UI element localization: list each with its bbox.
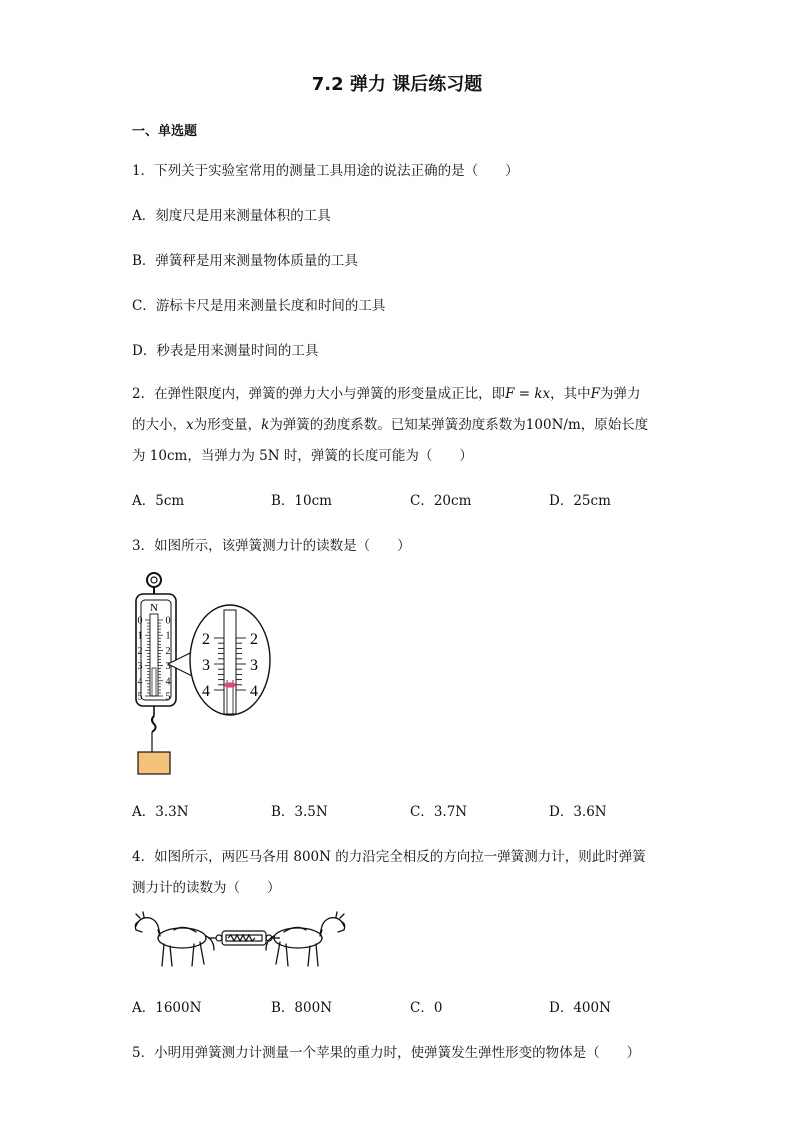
pointer-mark [224,682,236,687]
left-horse-icon [135,912,214,966]
zoom-label: 3 [250,657,258,674]
question-2-text: 为形变量， [193,417,262,433]
question-2-option-d: D．25cm [549,493,611,509]
question-1-option-b: B．弹簧秤是用来测量物体质量的工具 [132,253,358,269]
spring-scale-figure [128,568,278,780]
question-2-option-b: B．10cm [271,493,332,509]
scale-label: 1 [137,630,143,642]
question-2-text: ，其中 [550,386,591,402]
question-3-option-b: B．3.5N [271,804,328,820]
question-3-option-c: C．3.7N [410,804,468,820]
question-4-line-1: 4．如图所示，两匹马各用 800N 的力沿完全相反的方向拉一弹簧测力计，则此时弹簧 [132,849,646,865]
scale-label: 2 [137,645,143,657]
horses-pulling-figure [130,908,350,972]
question-1-stem: 1．下列关于实验室常用的测量工具用途的说法正确的是（ ） [132,163,519,179]
question-4-option-d: D．400N [549,1000,611,1016]
weight-block [138,752,170,774]
scale-label: 4 [165,676,171,688]
page-title: 7.2 弹力 课后练习题 [311,74,483,95]
question-1-option-c: C．游标卡尺是用来测量长度和时间的工具 [132,298,386,314]
zoom-label: 2 [250,631,258,648]
hanging-ring-icon [147,573,161,587]
scale-label: 3 [137,661,143,673]
scale-label: 5 [165,691,171,703]
zoom-label: 2 [202,631,210,648]
question-2-option-c: C．20cm [410,493,472,509]
variable-x: x [186,417,194,433]
variable-f: F [590,386,601,402]
scale-label: 0 [137,615,143,627]
scale-label: 2 [165,645,171,657]
scale-label: 4 [137,676,143,688]
question-1-option-d: D．秒表是用来测量时间的工具 [132,343,319,359]
question-2-text: 为弹簧的劲度系数。已知某弹簧劲度系数为100N/m，原始长度 [269,417,649,433]
question-2-text: 2．在弹性限度内，弹簧的弹力大小与弹簧的形变量成正比，即 [132,386,506,402]
question-5-stem: 5．小明用弹簧测力计测量一个苹果的重力时，使弹簧发生弹性形变的物体是（ ） [132,1045,641,1061]
section-heading: 一、单选题 [132,124,198,139]
scale-label: 1 [165,630,171,642]
scale-label: 0 [165,615,171,627]
question-2-line-1 [132,382,641,402]
question-4-option-b: B．800N [271,1000,333,1016]
question-2-text: 的大小， [132,417,186,433]
question-2-text: 为弹力 [600,386,641,402]
question-4-option-c: C．0 [410,1000,443,1016]
zoom-label: 3 [202,657,210,674]
spring-scale-icon [216,931,272,945]
question-3-option-d: D．3.6N [549,804,607,820]
question-2-line-2 [132,413,648,433]
question-4-line-2: 测力计的读数为（ ） [132,880,281,896]
zoom-label: 4 [250,683,258,700]
formula: F = kx [505,386,551,402]
question-2-line-3: 为 10cm，当弹力为 5N 时，弹簧的长度可能为（ ） [132,448,473,464]
scale-label: 3 [165,661,171,673]
scale-label: 5 [137,691,143,703]
question-2-option-a: A．5cm [132,493,185,509]
question-4-option-a: A．1600N [132,1000,202,1016]
question-1-option-a: A．刻度尺是用来测量体积的工具 [132,208,331,224]
zoom-label: 4 [202,683,210,700]
variable-k: k [261,417,270,433]
right-horse-icon [266,912,345,966]
question-3-option-a: A．3.3N [132,804,189,820]
question-3-stem: 3．如图所示，该弹簧测力计的读数是（ ） [132,538,411,554]
hook-icon [152,716,156,732]
unit-label: N [150,602,158,614]
